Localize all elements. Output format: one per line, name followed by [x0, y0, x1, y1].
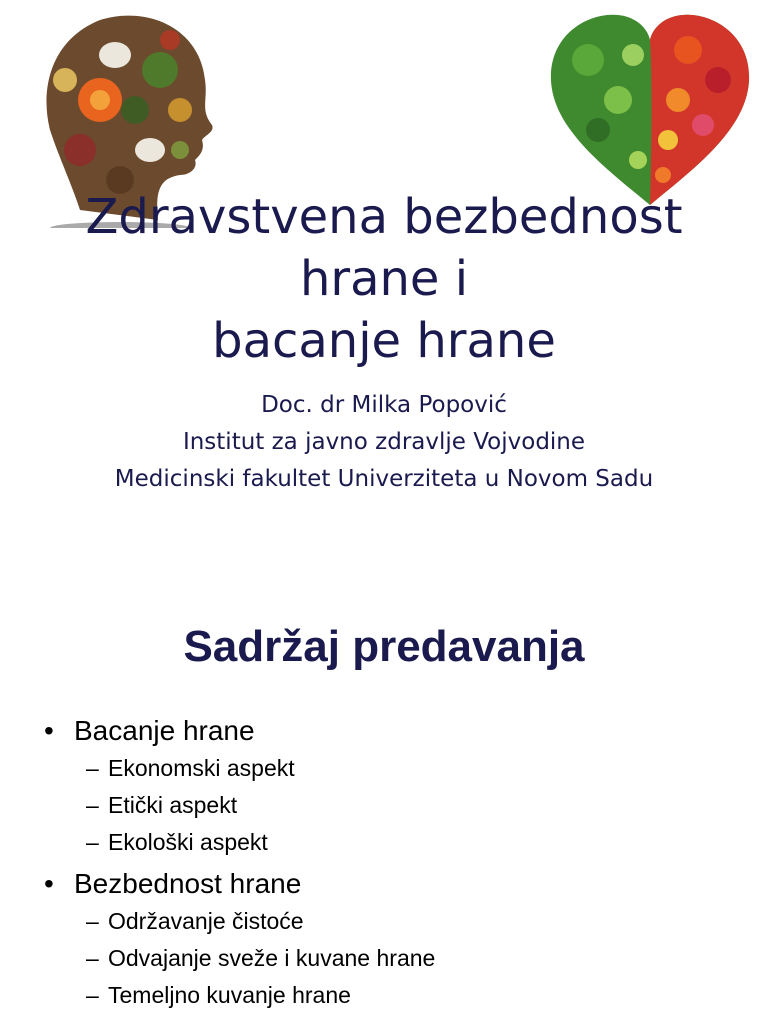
sub-list-item — [86, 940, 744, 977]
presentation-title — [0, 186, 768, 372]
contents-slide — [0, 600, 768, 1024]
dash-icon: – — [86, 908, 99, 934]
sub-list — [44, 750, 744, 861]
dash-icon: – — [86, 792, 99, 818]
title-line: bacanje hrane — [212, 313, 556, 369]
sub-list — [44, 903, 744, 1014]
dash-icon: – — [86, 829, 99, 855]
contents-list — [44, 712, 744, 1018]
bullet-icon: • — [44, 715, 54, 746]
sub-list-item — [86, 750, 744, 787]
title-line: hrane i — [299, 251, 469, 307]
author-name: Doc. dr Milka Popović — [261, 392, 507, 418]
vegetable-heart-image — [548, 10, 752, 210]
dash-icon: – — [86, 945, 99, 971]
presentation-subtitle — [100, 390, 668, 501]
sub-list-item-label: Etički aspekt — [108, 792, 238, 818]
list-item-label: Bezbednost hrane — [74, 868, 302, 899]
sub-list-item — [86, 977, 744, 1014]
sub-list-item — [86, 903, 744, 940]
faculty-name: Medicinski fakultet Univerziteta u Novom Sadu — [114, 466, 654, 492]
title-line: Zdravstvena bezbednost — [85, 189, 683, 245]
sub-list-item-label: Ekološki aspekt — [108, 829, 268, 855]
sub-list-item-label: Temeljno kuvanje hrane — [108, 982, 351, 1008]
sub-list-item — [86, 787, 744, 824]
sub-list-item-label: Ekonomski aspekt — [108, 755, 295, 781]
list-item-label: Bacanje hrane — [74, 715, 255, 746]
sub-list-item-label: Održavanje čistoće — [108, 908, 304, 934]
list-item — [44, 712, 744, 861]
bullet-icon: • — [44, 868, 54, 899]
list-item — [44, 865, 744, 1014]
contents-title: Sadržaj predavanja — [183, 622, 585, 671]
sub-list-item-label: Odvajanje sveže i kuvane hrane — [108, 945, 436, 971]
dash-icon: – — [86, 982, 99, 1008]
dash-icon: – — [86, 755, 99, 781]
sub-list-item — [86, 824, 744, 861]
institution-name: Institut za javno zdravlje Vojvodine — [182, 429, 586, 455]
